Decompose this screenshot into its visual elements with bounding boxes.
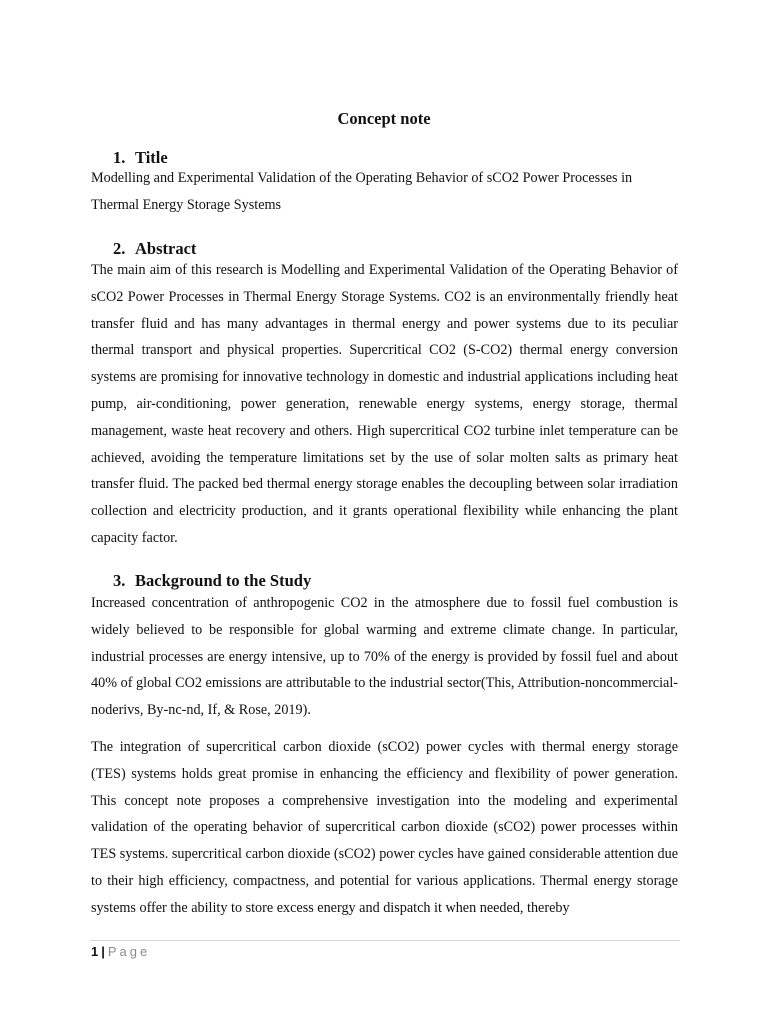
section-heading-text: Abstract [135, 239, 197, 258]
document-title: Concept note [337, 109, 431, 128]
section-number: 2. [113, 239, 126, 258]
background-paragraph-2: The integration of supercritical carbon dioxide (sCO2) power cycles with thermal energy storage (TES) systems holds great promise in enhancing the efficiency and flexibility of power generation. This concept note proposes a comprehensive investigation into the modeling and experimental validation of the operating behavior of supercritical carbon dioxide (sCO2) power processes within TES systems. supercritical carbon dioxide (sCO2) power cycles have gained considerable attention due to their high efficiency, compactness, and potential for various applications. Thermal energy storage systems offer the ability to store excess energy and dispatch it when needed, thereby [91, 739, 678, 916]
background-paragraph-1: Increased concentration of anthropogenic CO2 in the atmosphere due to fossil fuel combustion is widely believed to be responsible for global warming and extreme climate change. In particular, industrial processes are energy intensive, up to 70% of the energy is provided by fossil fuel and about 40% of global CO2 emissions are attributable to the industrial sector(This, Attribution-noncommercial-noderivs, By-nc-nd, If, & Rose, 2019). [91, 595, 678, 719]
page-label: Page [107, 944, 151, 959]
section-number: 3. [113, 571, 126, 590]
abstract-paragraph: The main aim of this research is Modelling and Experimental Validation of the Operating Behavior of sCO2 Power Processes in Thermal Energy Storage Systems. CO2 is an environmentally friendly heat transfer fluid and has many advantages in thermal energy and power systems due to its peculiar thermal transport and physical properties. Supercritical CO2 (S-CO2) thermal energy conversion systems are promising for innovative technology in domestic and industrial applications including heat pump, air-conditioning, power generation, renewable energy systems, energy storage, thermal management, waste heat recovery and others. High supercritical CO2 turbine inlet temperature can be achieved, avoiding the temperature limitations set by the use of solar molten salts as primary heat transfer fluid. The packed bed thermal energy storage enables the decoupling between solar irradiation collection and electricity production, and it grants operational flexibility while enhancing the plant capacity factor. [91, 262, 678, 546]
page-number: 1 [91, 944, 99, 959]
title-paragraph: Modelling and Experimental Validation of the Operating Behavior of sCO2 Power Processes in Thermal Energy Storage Systems [91, 170, 633, 213]
page-footer [91, 943, 150, 961]
section-heading-abstract [113, 239, 196, 259]
section-heading-background [113, 571, 311, 591]
section-heading-text: Title [135, 148, 168, 167]
section-number: 1. [113, 148, 126, 167]
footer-separator: | [101, 944, 105, 959]
section-heading-text: Background to the Study [135, 571, 312, 590]
footer-divider [90, 940, 680, 941]
